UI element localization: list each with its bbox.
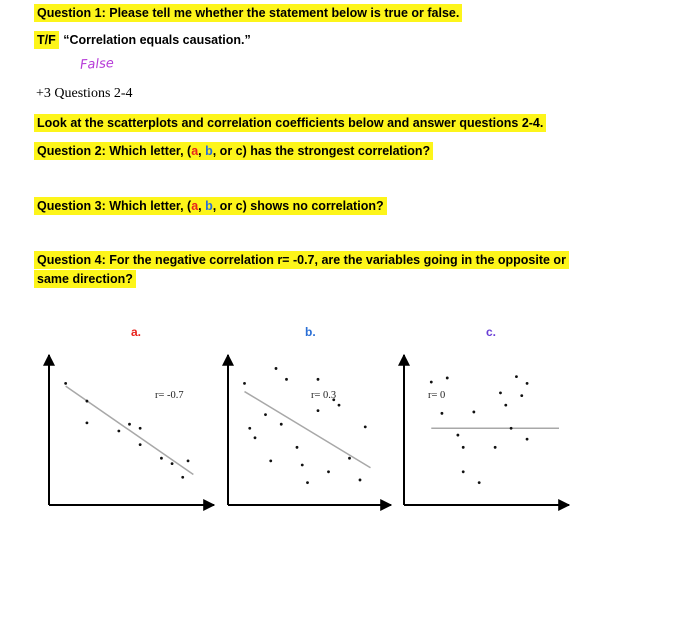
r-value-label-2: r= 0	[428, 390, 446, 401]
data-point	[160, 457, 163, 460]
data-point	[364, 426, 367, 429]
data-point	[510, 427, 513, 430]
data-point	[317, 409, 320, 412]
data-point	[306, 481, 309, 484]
data-point	[181, 476, 184, 479]
data-point	[269, 460, 272, 463]
data-point	[446, 377, 449, 380]
data-point	[441, 412, 444, 415]
data-point	[171, 462, 174, 465]
data-point	[430, 381, 433, 384]
data-point	[515, 375, 518, 378]
data-point	[86, 400, 89, 403]
r-value-label-0: r= -0.7	[155, 390, 184, 401]
data-point	[139, 427, 142, 430]
data-point	[317, 378, 320, 381]
data-point	[327, 470, 330, 473]
question-4-line-2: same direction?	[34, 270, 136, 288]
data-point	[494, 446, 497, 449]
instructions: Look at the scatterplots and correlation coefficients below and answer questions 2-4.	[34, 114, 546, 132]
data-point	[478, 481, 481, 484]
data-point	[359, 479, 362, 482]
data-point	[296, 446, 299, 449]
trend-line-1	[245, 392, 371, 468]
data-point	[456, 434, 459, 437]
data-point	[301, 464, 304, 467]
data-point	[248, 427, 251, 430]
points-note: +3 Questions 2-4	[36, 86, 133, 101]
data-point	[187, 460, 190, 463]
data-point	[128, 423, 131, 426]
data-point	[280, 423, 283, 426]
data-point	[504, 404, 507, 407]
data-point	[64, 382, 67, 385]
tf-prefix: T/F	[34, 31, 59, 49]
data-point	[348, 457, 351, 460]
r-value-label-1: r= 0.3	[311, 390, 337, 401]
data-point	[472, 411, 475, 414]
data-point	[338, 404, 341, 407]
plot-a-label: a.	[131, 325, 142, 339]
data-point	[254, 436, 257, 439]
data-point	[462, 446, 465, 449]
data-point	[117, 430, 120, 433]
question-2: Question 2: Which letter, (a, b, or c) has the strongest correlation?	[34, 142, 433, 160]
data-point	[86, 421, 89, 424]
data-point	[285, 378, 288, 381]
handwritten-answer: False	[79, 56, 115, 73]
data-point	[264, 413, 267, 416]
data-point	[275, 367, 278, 370]
plot-c-label: c.	[486, 325, 497, 339]
question-1-title: Question 1: Please tell me whether the statement below is true or false.	[34, 4, 462, 22]
data-point	[139, 443, 142, 446]
question-4-line-1: Question 4: For the negative correlation r= -0.7, are the variables going in the opposite or	[34, 251, 569, 269]
question-3: Question 3: Which letter, (a, b, or c) shows no correlation?	[34, 197, 387, 215]
data-point	[499, 392, 502, 395]
data-point	[243, 382, 246, 385]
data-point	[520, 394, 523, 397]
data-point	[462, 470, 465, 473]
data-point	[526, 438, 529, 441]
plot-b-label: b.	[305, 325, 316, 339]
statement-text: “Correlation equals causation.”	[63, 33, 251, 47]
data-point	[526, 382, 529, 385]
